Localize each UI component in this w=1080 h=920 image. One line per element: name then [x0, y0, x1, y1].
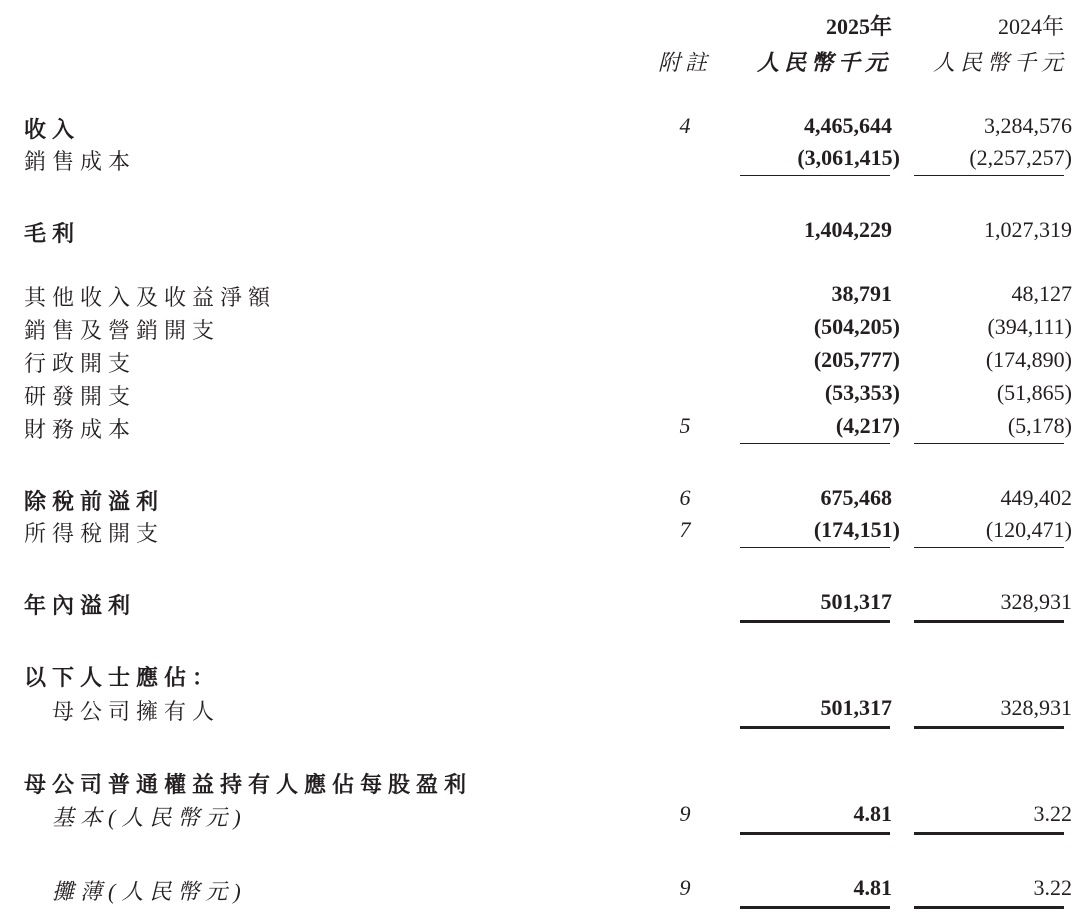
subtotal-rule: [914, 443, 1064, 444]
row-label: 銷售成本: [24, 149, 137, 174]
row-current-value: (174,151): [813, 517, 900, 542]
row-current-value: (205,777): [813, 347, 900, 372]
row-current-value: 38,791: [831, 281, 892, 306]
total-double-rule: [740, 620, 890, 623]
row-current-value: 501,317: [820, 695, 892, 720]
row-current-value: 675,468: [820, 485, 892, 510]
row-note: 7: [679, 517, 691, 542]
row-prior-value: (120,471): [985, 517, 1072, 542]
row-current-value: 1,404,229: [804, 217, 892, 242]
row-label: 毛利: [24, 221, 81, 246]
subtotal-rule: [740, 443, 890, 444]
currency-prior-header: 人民幣千元: [932, 50, 1068, 75]
subtotal-rule: [914, 175, 1064, 176]
row-note: 4: [679, 113, 691, 138]
row-label: 除稅前溢利: [24, 489, 165, 514]
total-double-rule: [914, 832, 1064, 835]
row-prior-value: (394,111): [987, 314, 1072, 339]
row-note: 5: [679, 413, 691, 438]
row-label: 基本(人民幣元): [52, 805, 247, 830]
row-note: 6: [679, 485, 691, 510]
row-prior-value: 3,284,576: [984, 113, 1072, 138]
row-label: 收入: [24, 117, 81, 142]
year-prior-header: 2024年: [997, 14, 1064, 39]
row-current-value: 4.81: [853, 875, 892, 900]
subtotal-rule: [740, 547, 890, 548]
total-double-rule: [914, 726, 1064, 729]
row-current-value: (3,061,415): [797, 145, 900, 170]
row-prior-value: (2,257,257): [969, 145, 1072, 170]
total-double-rule: [740, 832, 890, 835]
row-label: 其他收入及收益淨額: [24, 285, 277, 310]
row-label: 年內溢利: [24, 593, 137, 618]
section-heading: 母公司普通權益持有人應佔每股盈利: [24, 772, 473, 797]
row-prior-value: (5,178): [1007, 413, 1072, 438]
subtotal-rule: [914, 547, 1064, 548]
total-double-rule: [740, 906, 890, 909]
row-prior-value: 1,027,319: [984, 217, 1072, 242]
row-label: 財務成本: [24, 417, 137, 442]
row-current-value: 4,465,644: [804, 113, 892, 138]
subtotal-rule: [740, 175, 890, 176]
row-note: 9: [679, 801, 691, 826]
row-prior-value: (174,890): [985, 347, 1072, 372]
row-prior-value: 328,931: [1000, 695, 1072, 720]
row-current-value: (504,205): [813, 314, 900, 339]
row-prior-value: 328,931: [1000, 589, 1072, 614]
row-label: 攤薄(人民幣元): [52, 879, 247, 904]
row-note: 9: [679, 875, 691, 900]
row-current-value: 4.81: [853, 801, 892, 826]
total-double-rule: [914, 620, 1064, 623]
row-prior-value: 48,127: [1011, 281, 1072, 306]
currency-current-header: 人民幣千元: [756, 50, 892, 75]
row-label: 研發開支: [24, 384, 137, 409]
section-heading: 以下人士應佔：: [24, 665, 221, 690]
row-prior-value: 3.22: [1033, 875, 1072, 900]
row-prior-value: 3.22: [1033, 801, 1072, 826]
row-current-value: 501,317: [820, 589, 892, 614]
row-label: 母公司擁有人: [52, 699, 221, 724]
row-current-value: (53,353): [824, 380, 900, 405]
total-double-rule: [740, 726, 890, 729]
total-double-rule: [914, 906, 1064, 909]
note-column-header: 附註: [657, 50, 712, 75]
row-label: 行政開支: [24, 351, 137, 376]
year-current-header: 2025年: [825, 14, 892, 39]
row-label: 所得稅開支: [24, 521, 165, 546]
row-label: 銷售及營銷開支: [24, 318, 221, 343]
row-prior-value: 449,402: [1000, 485, 1072, 510]
row-prior-value: (51,865): [996, 380, 1072, 405]
row-current-value: (4,217): [835, 413, 900, 438]
